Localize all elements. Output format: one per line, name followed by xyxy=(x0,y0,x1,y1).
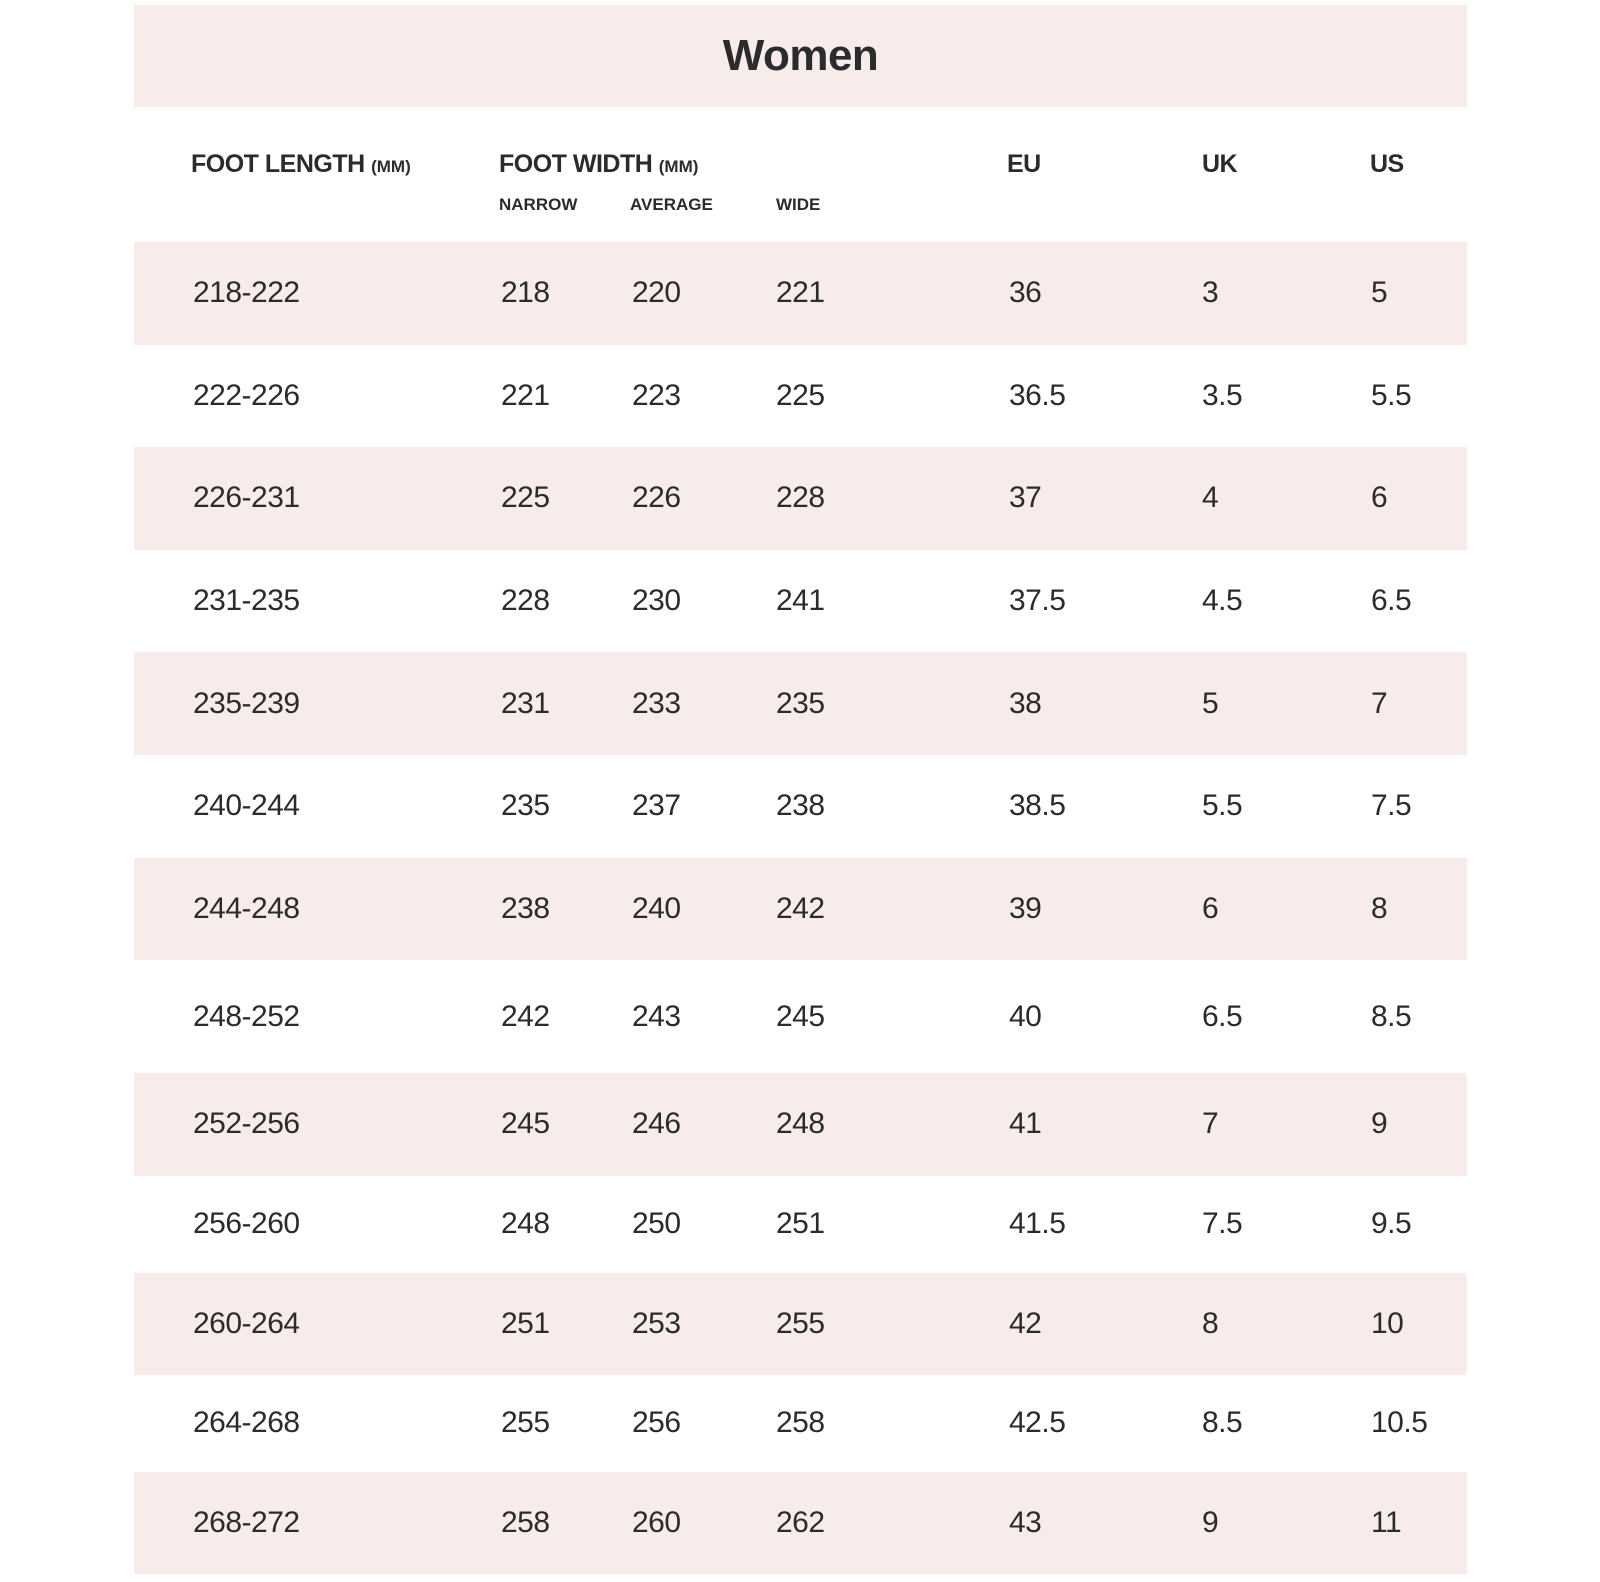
cell-wide: 262 xyxy=(776,1505,825,1539)
cell-us: 5 xyxy=(1371,276,1388,310)
cell-us: 8 xyxy=(1371,891,1388,925)
cell-uk: 6.5 xyxy=(1202,999,1243,1033)
cell-average: 220 xyxy=(632,276,681,310)
cell-narrow: 258 xyxy=(501,1505,550,1539)
cell-narrow: 245 xyxy=(501,1107,550,1141)
cell-foot-length: 252-256 xyxy=(193,1107,300,1141)
cell-narrow: 248 xyxy=(501,1207,550,1241)
cell-average: 256 xyxy=(632,1406,681,1440)
table-row xyxy=(134,550,1467,653)
cell-foot-length: 244-248 xyxy=(193,891,300,925)
cell-wide: 251 xyxy=(776,1207,825,1241)
title-band xyxy=(134,5,1467,107)
cell-narrow: 221 xyxy=(501,378,550,412)
header-foot-length xyxy=(191,150,411,179)
cell-average: 237 xyxy=(632,789,681,823)
cell-uk: 5.5 xyxy=(1202,789,1243,823)
table-row xyxy=(134,755,1467,858)
cell-narrow: 238 xyxy=(501,891,550,925)
cell-narrow: 251 xyxy=(501,1306,550,1340)
cell-uk: 3.5 xyxy=(1202,378,1243,412)
table-row xyxy=(134,1073,1467,1176)
cell-average: 250 xyxy=(632,1207,681,1241)
cell-eu: 42 xyxy=(1009,1306,1042,1340)
subheader-narrow: NARROW xyxy=(499,195,578,214)
cell-eu: 41 xyxy=(1009,1107,1042,1141)
header-us: US xyxy=(1370,150,1404,178)
cell-narrow: 231 xyxy=(501,686,550,720)
cell-narrow: 218 xyxy=(501,276,550,310)
cell-uk: 4.5 xyxy=(1202,584,1243,618)
size-chart xyxy=(134,5,1467,1574)
cell-narrow: 255 xyxy=(501,1406,550,1440)
cell-us: 10 xyxy=(1371,1306,1404,1340)
cell-eu: 43 xyxy=(1009,1505,1042,1539)
cell-average: 240 xyxy=(632,891,681,925)
header-eu: EU xyxy=(1007,150,1041,178)
cell-uk: 9 xyxy=(1202,1505,1219,1539)
chart-title: Women xyxy=(722,31,879,80)
cell-uk: 6 xyxy=(1202,891,1219,925)
cell-uk: 5 xyxy=(1202,686,1219,720)
cell-average: 223 xyxy=(632,378,681,412)
header-foot-length-unit: (MM) xyxy=(371,157,411,176)
cell-narrow: 235 xyxy=(501,789,550,823)
cell-wide: 221 xyxy=(776,276,825,310)
table-row xyxy=(134,1472,1467,1574)
cell-wide: 248 xyxy=(776,1107,825,1141)
cell-wide: 245 xyxy=(776,999,825,1033)
cell-wide: 258 xyxy=(776,1406,825,1440)
cell-wide: 242 xyxy=(776,891,825,925)
header-foot-width-unit: (MM) xyxy=(658,157,699,176)
cell-us: 7.5 xyxy=(1371,789,1412,823)
cell-average: 246 xyxy=(632,1107,681,1141)
cell-eu: 37 xyxy=(1009,481,1042,515)
cell-eu: 38 xyxy=(1009,686,1042,720)
table-row xyxy=(134,1273,1467,1375)
cell-foot-length: 248-252 xyxy=(193,999,300,1033)
cell-us: 5.5 xyxy=(1371,378,1412,412)
cell-narrow: 242 xyxy=(501,999,550,1033)
cell-eu: 38.5 xyxy=(1009,789,1066,823)
cell-uk: 7 xyxy=(1202,1107,1219,1141)
table-row xyxy=(134,1375,1467,1472)
cell-foot-length: 218-222 xyxy=(193,276,300,310)
cell-average: 230 xyxy=(632,584,681,618)
header-foot-width xyxy=(499,150,698,179)
header-foot-length-label: FOOT LENGTH xyxy=(191,150,365,178)
cell-us: 11 xyxy=(1371,1505,1402,1539)
cell-uk: 4 xyxy=(1202,481,1219,515)
cell-foot-length: 231-235 xyxy=(193,584,300,618)
cell-wide: 235 xyxy=(776,686,825,720)
cell-average: 243 xyxy=(632,999,681,1033)
cell-foot-length: 226-231 xyxy=(193,481,300,515)
cell-eu: 41.5 xyxy=(1009,1207,1066,1241)
cell-wide: 241 xyxy=(776,584,825,618)
cell-uk: 8.5 xyxy=(1202,1406,1243,1440)
cell-us: 9 xyxy=(1371,1107,1388,1141)
cell-foot-length: 264-268 xyxy=(193,1406,300,1440)
cell-average: 260 xyxy=(632,1505,681,1539)
cell-foot-length: 235-239 xyxy=(193,686,300,720)
cell-us: 6.5 xyxy=(1371,584,1412,618)
cell-eu: 39 xyxy=(1009,891,1042,925)
cell-us: 7 xyxy=(1371,686,1388,720)
cell-eu: 36 xyxy=(1009,276,1042,310)
cell-average: 226 xyxy=(632,481,681,515)
cell-narrow: 225 xyxy=(501,481,550,515)
cell-average: 253 xyxy=(632,1306,681,1340)
cell-foot-length: 260-264 xyxy=(193,1306,300,1340)
cell-uk: 8 xyxy=(1202,1306,1219,1340)
cell-eu: 40 xyxy=(1009,999,1042,1033)
cell-eu: 37.5 xyxy=(1009,584,1066,618)
cell-us: 8.5 xyxy=(1371,999,1412,1033)
cell-average: 233 xyxy=(632,686,681,720)
table-body xyxy=(134,242,1467,1574)
cell-uk: 7.5 xyxy=(1202,1207,1243,1241)
cell-foot-length: 222-226 xyxy=(193,378,300,412)
cell-us: 6 xyxy=(1371,481,1388,515)
cell-uk: 3 xyxy=(1202,276,1219,310)
header-foot-width-label: FOOT WIDTH xyxy=(499,150,653,178)
cell-wide: 255 xyxy=(776,1306,825,1340)
table-row xyxy=(134,960,1467,1073)
cell-wide: 228 xyxy=(776,481,825,515)
cell-us: 10.5 xyxy=(1371,1406,1428,1440)
cell-foot-length: 268-272 xyxy=(193,1505,300,1539)
table-row xyxy=(134,345,1467,448)
cell-eu: 42.5 xyxy=(1009,1406,1066,1440)
cell-foot-length: 240-244 xyxy=(193,789,300,823)
table-row xyxy=(134,1176,1467,1273)
table-row xyxy=(134,652,1467,755)
cell-foot-length: 256-260 xyxy=(193,1207,300,1241)
table-row xyxy=(134,858,1467,961)
cell-narrow: 228 xyxy=(501,584,550,618)
cell-us: 9.5 xyxy=(1371,1207,1412,1241)
table-row xyxy=(134,242,1467,345)
cell-eu: 36.5 xyxy=(1009,378,1066,412)
cell-wide: 238 xyxy=(776,789,825,823)
subheader-average: AVERAGE xyxy=(630,195,713,214)
table-header xyxy=(134,107,1467,242)
cell-wide: 225 xyxy=(776,378,825,412)
table-row xyxy=(134,447,1467,550)
subheader-wide: WIDE xyxy=(776,195,821,214)
header-uk: UK xyxy=(1202,150,1238,178)
